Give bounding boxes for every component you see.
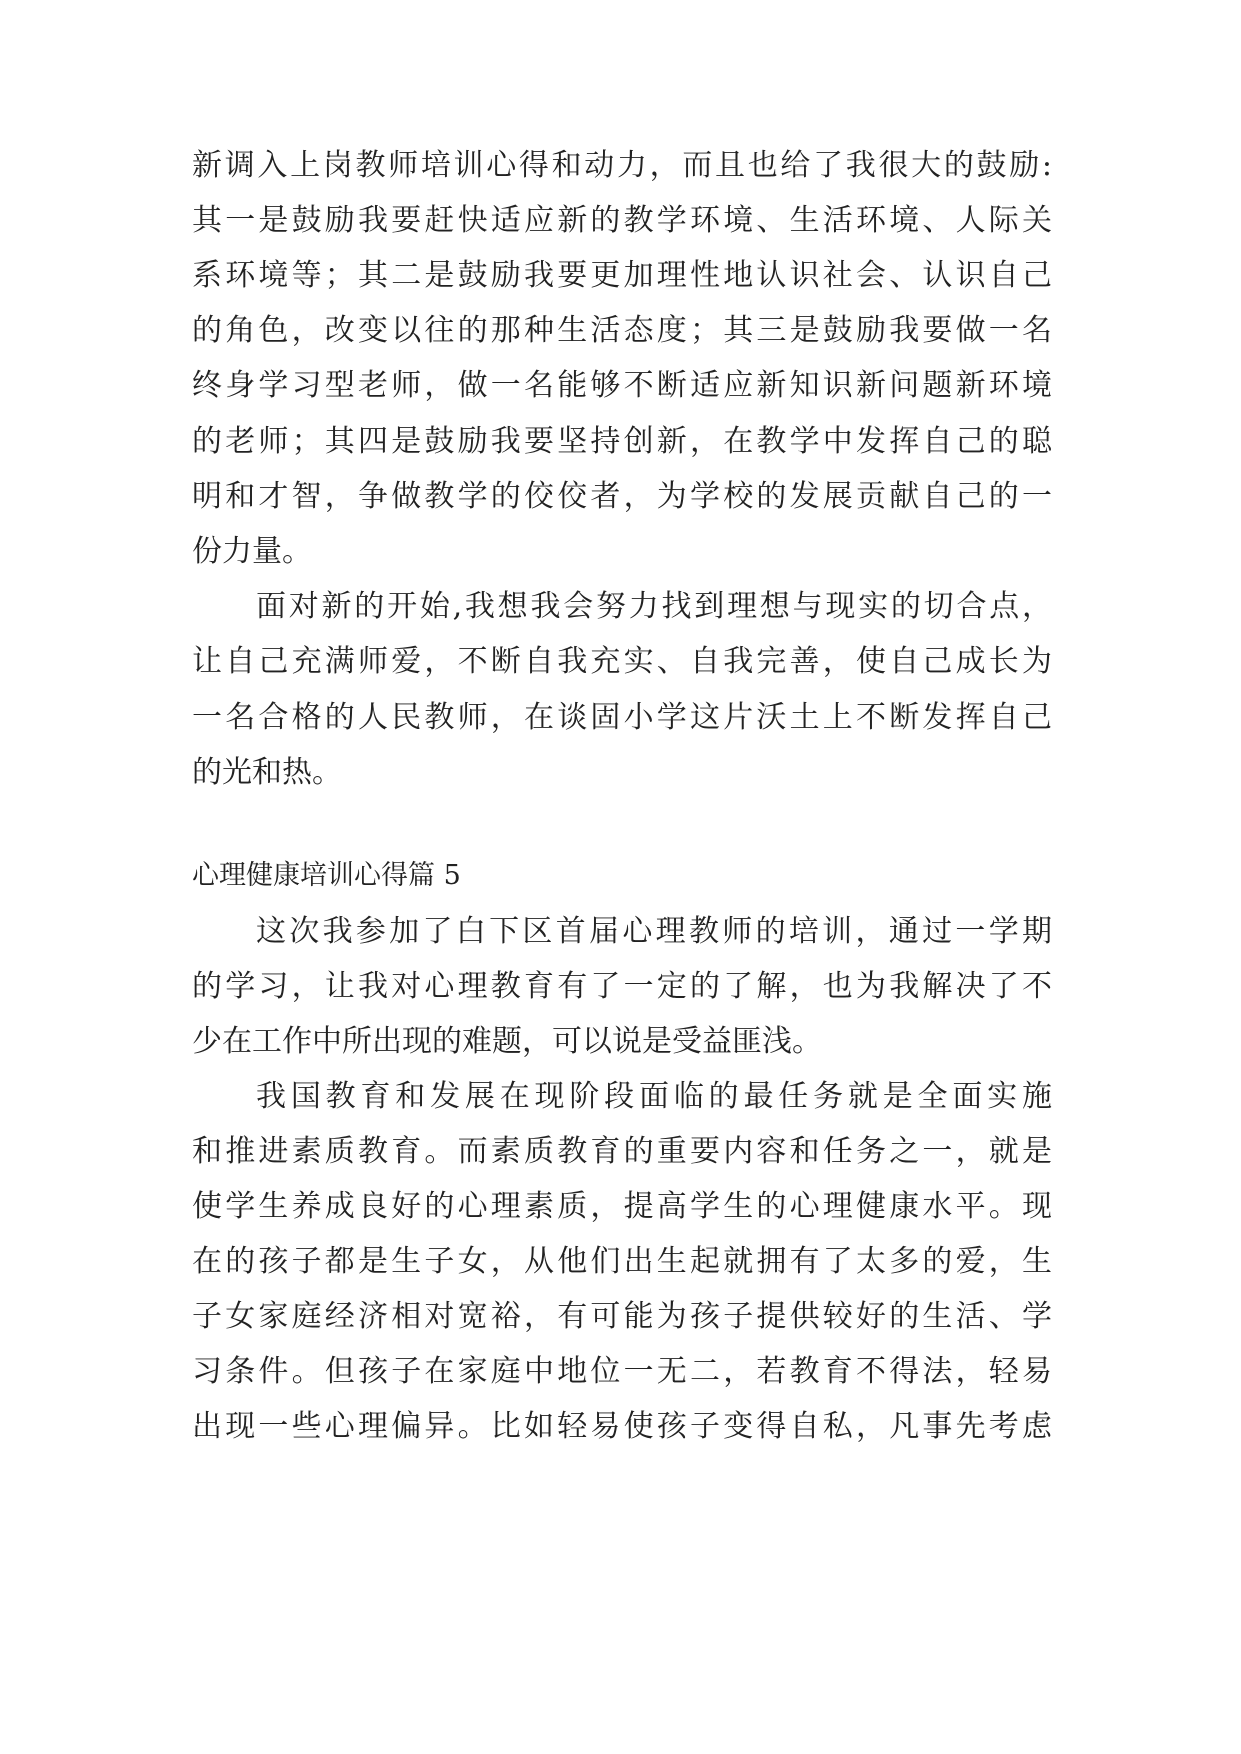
text-line: 和推进素质教育。而素质教育的重要内容和任务之一，就是 [192, 1134, 1052, 1169]
text-line: 出现一些心理偏异。比如轻易使孩子变得自私，凡事先考虑 [192, 1409, 1052, 1444]
text-line: 终身学习型老师，做一名能够不断适应新知识新问题新环境 [192, 368, 1052, 403]
text-line: 在的孩子都是生子女，从他们出生起就拥有了太多的爱，生 [192, 1244, 1052, 1279]
text-line: 面对新的开始,我想我会努力找到理想与现实的切合点， [256, 589, 1052, 624]
text-line: 份力量。 [192, 534, 312, 569]
section-heading: 心理健康培训心得篇 5 [192, 860, 461, 891]
text-line: 新调入上岗教师培训心得和动力，而且也给了我很大的鼓励: [192, 148, 1052, 183]
text-line: 少在工作中所出现的难题，可以说是受益匪浅。 [192, 1024, 822, 1059]
text-line: 的角色，改变以往的那种生活态度；其三是鼓励我要做一名 [192, 313, 1052, 348]
text-line: 系环境等；其二是鼓励我要更加理性地认识社会、认识自己 [192, 258, 1052, 293]
text-line: 一名合格的人民教师，在谈固小学这片沃土上不断发挥自己 [192, 700, 1052, 735]
text-line: 的光和热。 [192, 755, 342, 790]
text-line: 子女家庭经济相对宽裕，有可能为孩子提供较好的生活、学 [192, 1299, 1052, 1334]
text-line: 让自己充满师爱，不断自我充实、自我完善，使自己成长为 [192, 644, 1052, 679]
text-line: 习条件。但孩子在家庭中地位一无二，若教育不得法，轻易 [192, 1354, 1052, 1389]
text-line: 其一是鼓励我要赶快适应新的教学环境、生活环境、人际关 [192, 203, 1052, 238]
text-line: 这次我参加了白下区首届心理教师的培训，通过一学期 [256, 914, 1052, 949]
text-line: 使学生养成良好的心理素质，提高学生的心理健康水平。现 [192, 1189, 1052, 1224]
text-line: 的老师；其四是鼓励我要坚持创新，在教学中发挥自己的聪 [192, 424, 1052, 459]
text-line: 的学习，让我对心理教育有了一定的了解，也为我解决了不 [192, 969, 1052, 1004]
text-line: 明和才智，争做教学的佼佼者，为学校的发展贡献自己的一 [192, 479, 1052, 514]
text-line: 我国教育和发展在现阶段面临的最任务就是全面实施 [256, 1079, 1052, 1114]
